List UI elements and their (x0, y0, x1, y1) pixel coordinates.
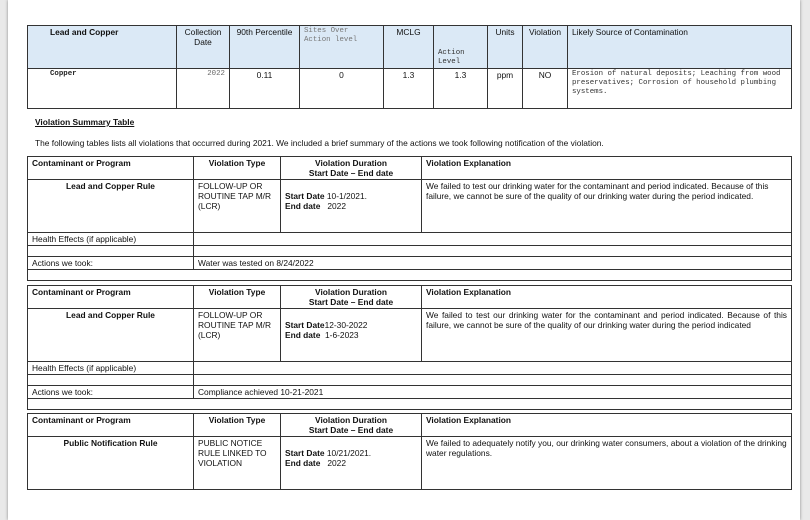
header-units: Units (488, 26, 523, 69)
actions-row (28, 386, 792, 399)
start-date-value: 10-1/2021. (324, 191, 367, 201)
header-contaminant: Contaminant or Program (28, 414, 194, 437)
header-violation-type: Violation Type (194, 157, 281, 180)
end-date-value: 2022 (320, 201, 346, 211)
cell-violation: NO (523, 69, 568, 109)
cell-contaminant: Lead and Copper Rule (28, 309, 194, 362)
health-effects-label: Health Effects (if applicable) (28, 362, 194, 375)
violation-summary-intro: The following tables lists all violations that occurred during 2021. We included a brief summary of the actions we took following notification of the violation. (35, 138, 604, 148)
violation-data-row (28, 437, 792, 490)
duration-label: Violation Duration (315, 287, 387, 297)
header-90th-percentile: 90th Percentile (230, 26, 300, 69)
header-action-level: Action Level (434, 26, 488, 69)
cell-violation-type: FOLLOW-UP OR ROUTINE TAP M/R (LCR) (194, 309, 281, 362)
duration-sublabel: Start Date – End date (308, 168, 394, 178)
end-date-value: 1-6-2023 (320, 330, 359, 340)
header-mclg: MCLG (384, 26, 434, 69)
duration-label: Violation Duration (315, 158, 387, 168)
end-date-label: End date (285, 458, 321, 468)
lead-copper-table (27, 25, 792, 109)
duration-sublabel: Start Date – End date (308, 297, 394, 307)
header-violation: Violation (523, 26, 568, 69)
header-violation-explanation: Violation Explanation (422, 286, 792, 309)
actions-row (28, 257, 792, 270)
start-date-label: Start Date (285, 191, 325, 201)
health-effects-value (194, 233, 792, 246)
header-violation-type: Violation Type (194, 414, 281, 437)
actions-label: Actions we took: (28, 386, 194, 399)
violation-header-row (28, 286, 792, 309)
spacer-row (28, 399, 792, 410)
cell-violation-duration (281, 180, 422, 233)
cell-violation-duration (281, 309, 422, 362)
cell-violation-explanation: We failed to test our drinking water for the contaminant and period indicated. Because of this failure, we cannot be sure of the quality of our drinking water during the period indicated. (422, 180, 792, 233)
cell-contaminant: Lead and Copper Rule (28, 180, 194, 233)
violation-table-2 (27, 285, 792, 410)
header-violation-explanation: Violation Explanation (422, 414, 792, 437)
spacer-row (28, 270, 792, 281)
header-violation-type: Violation Type (194, 286, 281, 309)
health-effects-row (28, 362, 792, 375)
cell-violation-explanation: We failed to test our drinking water for the contaminant and period indicated. Because of this failure, we cannot be sure of the quality of our drinking water during the period indicated (422, 309, 792, 362)
header-sites-over: Sites Over Action level (300, 26, 384, 69)
health-effects-label: Health Effects (if applicable) (28, 233, 194, 246)
actions-label: Actions we took: (28, 257, 194, 270)
cell-action-level: 1.3 (434, 69, 488, 109)
header-collection-date: Collection Date (177, 26, 230, 69)
cell-violation-duration (281, 437, 422, 490)
violation-table-1 (27, 156, 792, 281)
start-date-label: Start Date (285, 320, 325, 330)
health-effects-row (28, 233, 792, 246)
cell-violation-type: FOLLOW-UP OR ROUTINE TAP M/R (LCR) (194, 180, 281, 233)
violation-summary-title: Violation Summary Table (35, 117, 135, 127)
violation-data-row (28, 309, 792, 362)
lead-copper-data-row (28, 69, 792, 109)
header-violation-duration (281, 414, 422, 437)
cell-contaminant: Public Notification Rule (28, 437, 194, 490)
violation-data-row (28, 180, 792, 233)
cell-collection-date: 2022 (177, 69, 230, 109)
actions-value: Water was tested on 8/24/2022 (194, 257, 792, 270)
start-date-value: 10/21/2021. (324, 448, 372, 458)
lead-copper-header-row (28, 26, 792, 69)
cell-units: ppm (488, 69, 523, 109)
violation-header-row (28, 414, 792, 437)
start-date-value: 12-30-2022 (324, 320, 368, 330)
duration-label: Violation Duration (315, 415, 387, 425)
end-date-label: End date (285, 330, 321, 340)
end-date-value: 2022 (320, 458, 346, 468)
header-likely-source: Likely Source of Contamination (568, 26, 792, 69)
violation-header-row (28, 157, 792, 180)
spacer-row (28, 246, 792, 257)
cell-violation-explanation: We failed to adequately notify you, our drinking water consumers, about a violation of the drinking water regulations. (422, 437, 792, 490)
cell-copper: Copper (28, 69, 177, 109)
header-contaminant: Contaminant or Program (28, 157, 194, 180)
duration-sublabel: Start Date – End date (308, 425, 394, 435)
health-effects-value (194, 362, 792, 375)
actions-value: Compliance achieved 10-21-2021 (194, 386, 792, 399)
document-page (8, 0, 800, 520)
end-date-label: End date (285, 201, 321, 211)
header-violation-duration (281, 286, 422, 309)
header-lead-copper: Lead and Copper (28, 26, 177, 69)
header-contaminant: Contaminant or Program (28, 286, 194, 309)
cell-sites-over: 0 (300, 69, 384, 109)
violation-table-3 (27, 413, 792, 490)
spacer-row (28, 375, 792, 386)
header-violation-duration (281, 157, 422, 180)
cell-likely-source: Erosion of natural deposits; Leaching from wood preservatives; Corrosion of household plumbing systems. (568, 69, 792, 109)
start-date-label: Start Date (285, 448, 325, 458)
header-violation-explanation: Violation Explanation (422, 157, 792, 180)
cell-mclg: 1.3 (384, 69, 434, 109)
cell-violation-type: PUBLIC NOTICE RULE LINKED TO VIOLATION (194, 437, 281, 490)
cell-90th-percentile: 0.11 (230, 69, 300, 109)
